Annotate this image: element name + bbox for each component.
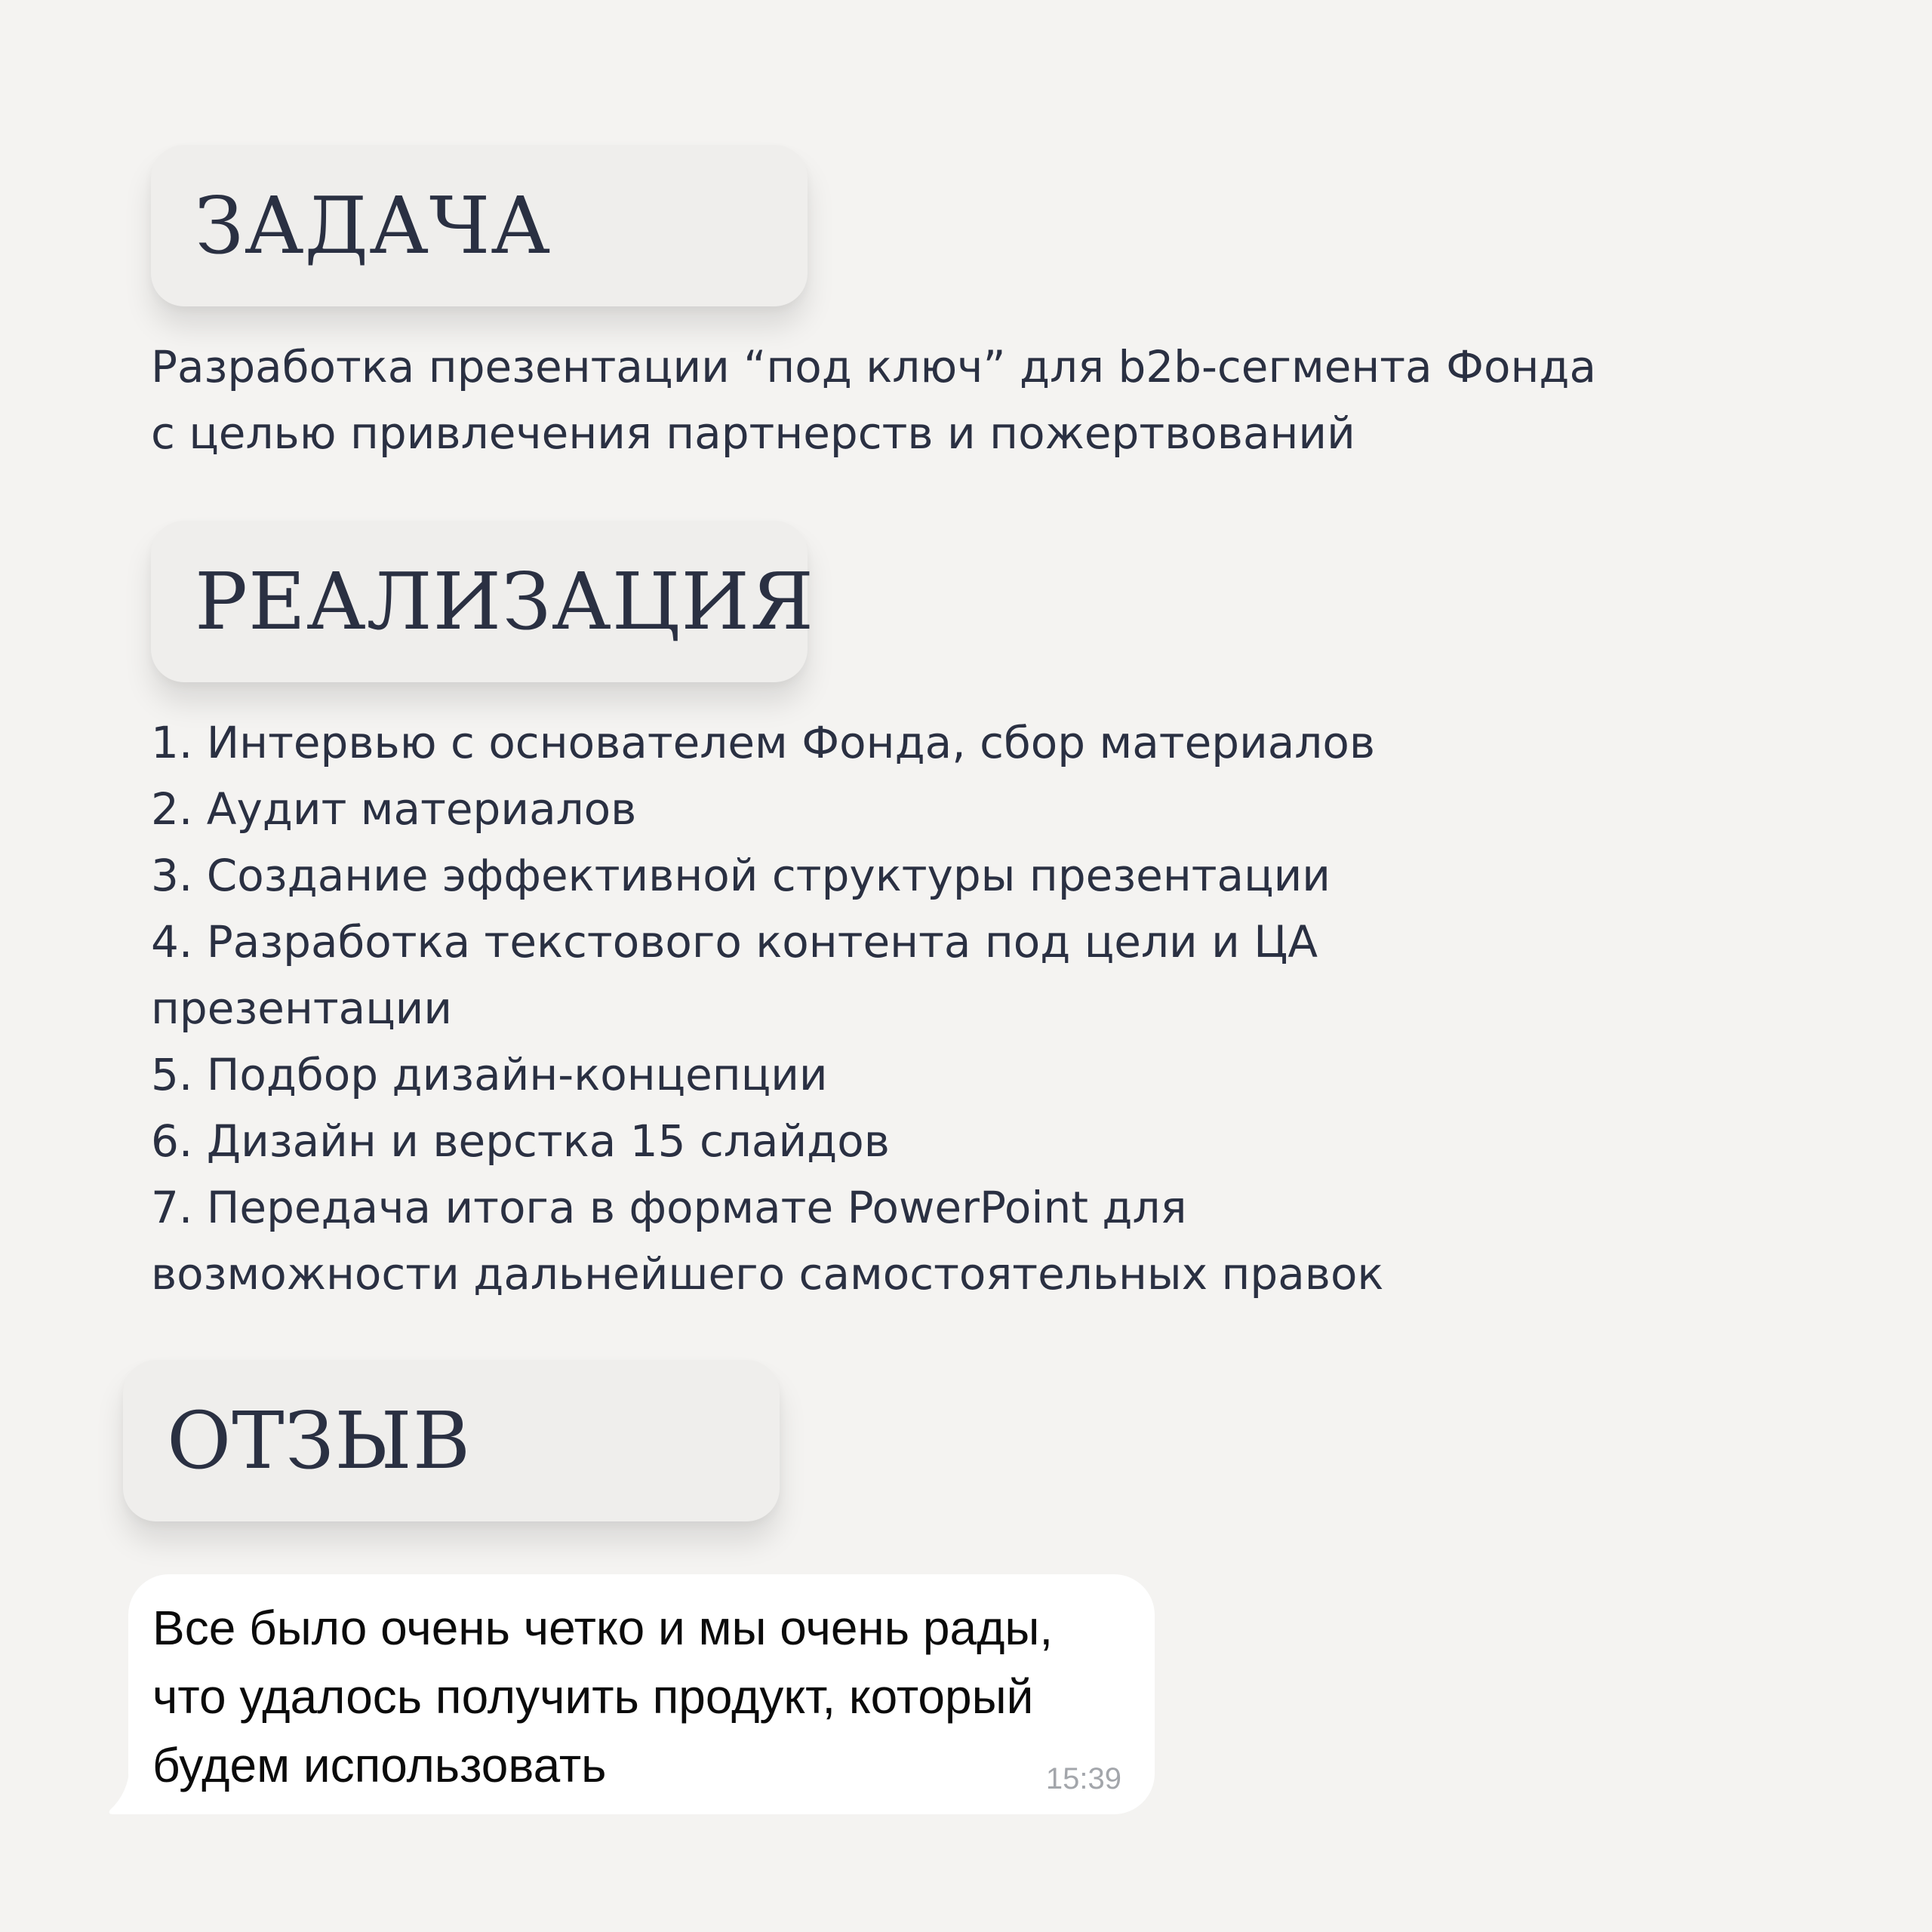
list-item: 4. Разработка текстового контента под цели и ЦА (151, 916, 1318, 968)
list-item: 3. Создание эффективной структуры презентации (151, 850, 1331, 901)
list-item: 1. Интервью с основателем Фонда, сбор материалов (151, 717, 1376, 768)
list-item: 5. Подбор дизайн-концепции (151, 1049, 828, 1100)
message-timestamp: 15:39 (1045, 1762, 1121, 1795)
message-line: что удалось получить продукт, который (152, 1669, 1034, 1724)
list-item: 6. Дизайн и верстка 15 слайдов (151, 1115, 890, 1167)
message-line: Все было очень четко и мы очень рады, (152, 1601, 1054, 1655)
review-heading: ОТЗЫВ (167, 1395, 472, 1487)
task-line: Разработка презентации “под ключ” для b2b-сегмента Фонда (151, 341, 1597, 392)
list-item: 2. Аудит материалов (151, 783, 637, 835)
list-item: 7. Передача итога в формате PowerPoint для (151, 1182, 1187, 1233)
review-heading-card (123, 1360, 780, 1521)
task-heading: ЗАДАЧА (195, 180, 552, 272)
review-message-bubble (128, 1574, 1155, 1814)
task-description (151, 334, 1596, 466)
implementation-list (151, 709, 1383, 1307)
task-line: с целью привлечения партнерств и пожертвований (151, 408, 1355, 459)
implementation-heading: РЕАЛИЗАЦИЯ (195, 555, 815, 648)
message-line: будем использовать (152, 1738, 607, 1792)
list-item: презентации (151, 983, 453, 1034)
list-item: возможности дальнейшего самостоятельных правок (151, 1248, 1384, 1300)
implementation-heading-card (151, 521, 815, 682)
review-message-text (152, 1594, 1124, 1800)
task-heading-card (151, 145, 808, 306)
